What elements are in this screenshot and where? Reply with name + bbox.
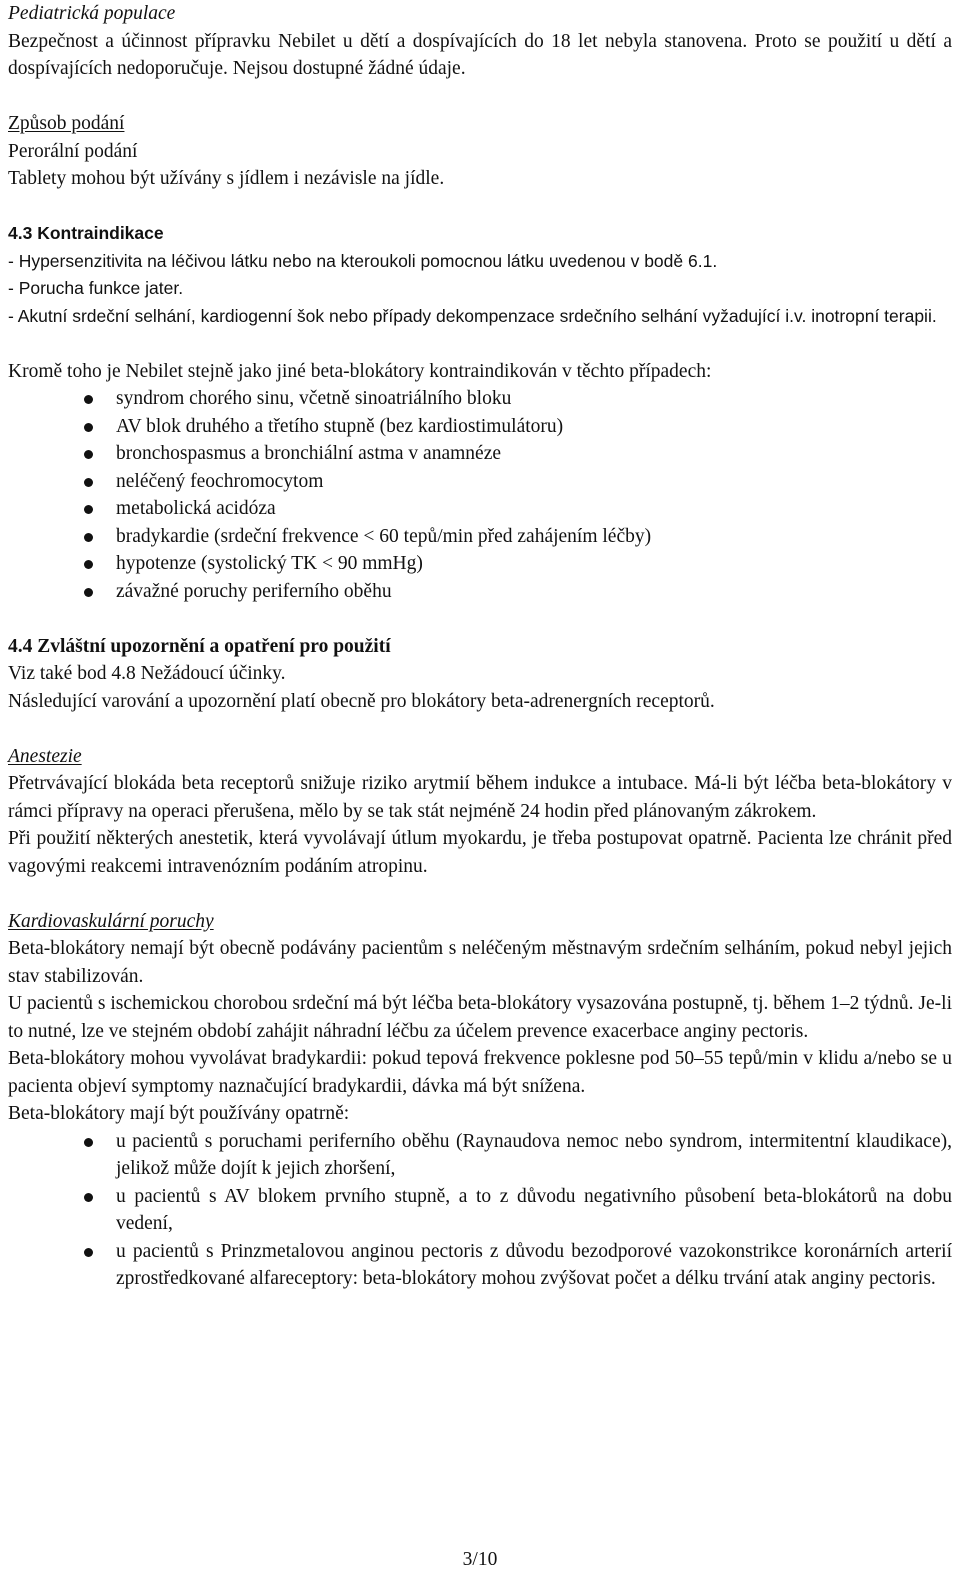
cardio-caution-list <box>8 1128 952 1293</box>
list-item: syndrom chorého sinu, včetně sinoatriálního bloku <box>8 385 952 413</box>
list-item: metabolická acidóza <box>8 495 952 523</box>
document-page <box>8 0 952 1293</box>
anesthesia-heading: Anestezie <box>8 745 82 767</box>
bullet-icon <box>84 1248 93 1257</box>
bullet-icon <box>84 450 93 459</box>
list-item: hypotenze (systolický TK < 90 mmHg) <box>8 550 952 578</box>
pediatric-text: Bezpečnost a účinnost přípravku Nebilet u dětí a dospívajících do 18 let nebyla stanovena. Proto se použití u dětí a dospívajících nedoporučuje. Nejsou dostupné žádné údaje. <box>8 30 952 79</box>
cardio-paragraph-3: Beta-blokátory mohou vyvolávat bradykardii: pokud tepová frekvence poklesne pod 50–55 tepů/min v klidu a/nebo se u pacienta objeví symptomy naznačující bradykardii, dávka má být snížena. <box>8 1048 952 1097</box>
list-item: u pacientů s Prinzmetalovou anginou pectoris z důvodu bezodporové vazokonstrikce koronárních arterií zprostředkované alfareceptory: beta-blokátory mohou zvýšovat počet a délku trvání atak anginy pectoris. <box>8 1238 952 1293</box>
list-item: AV blok druhého a třetího stupně (bez kardiostimulátoru) <box>8 413 952 441</box>
contraindication-item: - Porucha funkce jater. <box>8 278 184 298</box>
bullet-icon <box>84 423 93 432</box>
list-item: bronchospasmus a bronchiální astma v anamnéze <box>8 440 952 468</box>
bullet-icon <box>84 533 93 542</box>
administration-heading: Způsob podání <box>8 113 125 134</box>
contraindications-list <box>8 385 952 605</box>
contraindications-intro: Kromě toho je Nebilet stejně jako jiné beta-blokátory kontraindikován v těchto případech: <box>8 360 712 382</box>
administration-line-2: Tablety mohou být užívány s jídlem i nezávisle na jídle. <box>8 168 445 189</box>
list-item: u pacientů s AV blokem prvního stupně, a to z důvodu negativního působení beta-blokátorů na dobu vedení, <box>8 1183 952 1238</box>
warnings-heading: 4.4 Zvláštní upozornění a opatření pro použití <box>8 635 391 657</box>
bullet-icon <box>84 395 93 404</box>
bullet-icon <box>84 478 93 487</box>
list-item: bradykardie (srdeční frekvence < 60 tepů/min před zahájením léčby) <box>8 523 952 551</box>
cardio-paragraph-2: U pacientů s ischemickou chorobou srdeční má být léčba beta-blokátory vysazována postupně, tj. během 1–2 týdnů. Je-li to nutné, lze ve stejném období zahájit náhradní léčbu za účelem prevence exacerbace anginy pectoris. <box>8 993 952 1042</box>
page-number: 3/10 <box>462 1549 498 1570</box>
bullet-icon <box>84 560 93 569</box>
contraindication-item: - Akutní srdeční selhání, kardiogenní šok nebo případy dekompenzace srdečního selhání vyžadující i.v. inotropní terapii. <box>8 305 937 326</box>
bullet-icon <box>84 1193 93 1202</box>
warnings-line-2: Následující varování a upozornění platí obecně pro blokátory beta-adrenergních receptorů. <box>8 690 715 712</box>
contraindication-item: - Hypersenzitivita na léčivou látku nebo na kteroukoli pomocnou látku uvedenou v bodě 6.1. <box>8 250 718 271</box>
anesthesia-paragraph-2: Při použití některých anestetik, která vyvolávají útlum myokardu, je třeba postupovat opatrně. Pacienta lze chránit před vagovými reakcemi intravenózním podáním atropinu. <box>8 828 952 877</box>
list-item: neléčený feochromocytom <box>8 468 952 496</box>
bullet-icon <box>84 588 93 597</box>
pediatric-heading: Pediatrická populace <box>8 3 176 24</box>
contraindications-heading: 4.3 Kontraindikace <box>8 223 164 243</box>
bullet-icon <box>84 505 93 514</box>
bullet-icon <box>84 1138 93 1147</box>
administration-line-1: Perorální podání <box>8 140 138 162</box>
warnings-line-1: Viz také bod 4.8 Nežádoucí účinky. <box>8 663 286 684</box>
list-item: u pacientů s poruchami periferního oběhu (Raynaudova nemoc nebo syndrom, intermitentní klaudikace), jelikož může dojít k jejich zhoršení, <box>8 1128 952 1183</box>
list-item: závažné poruchy periferního oběhu <box>8 578 952 606</box>
cardio-heading: Kardiovaskulární poruchy <box>8 910 214 932</box>
cardio-intro: Beta-blokátory mají být používány opatrně: <box>8 1103 350 1124</box>
cardio-paragraph-1: Beta-blokátory nemají být obecně podávány pacientům s neléčeným městnavým srdečním selháním, pokud nebyl jejich stav stabilizován. <box>8 938 952 987</box>
anesthesia-paragraph-1: Přetrvávající blokáda beta receptorů snižuje riziko arytmií během indukce a intubace. Má-li být léčba beta-blokátory v rámci přípravy na operaci přerušena, mělo by se tak stát nejméně 24 hodin před plánovaným zákrokem. <box>8 773 952 822</box>
